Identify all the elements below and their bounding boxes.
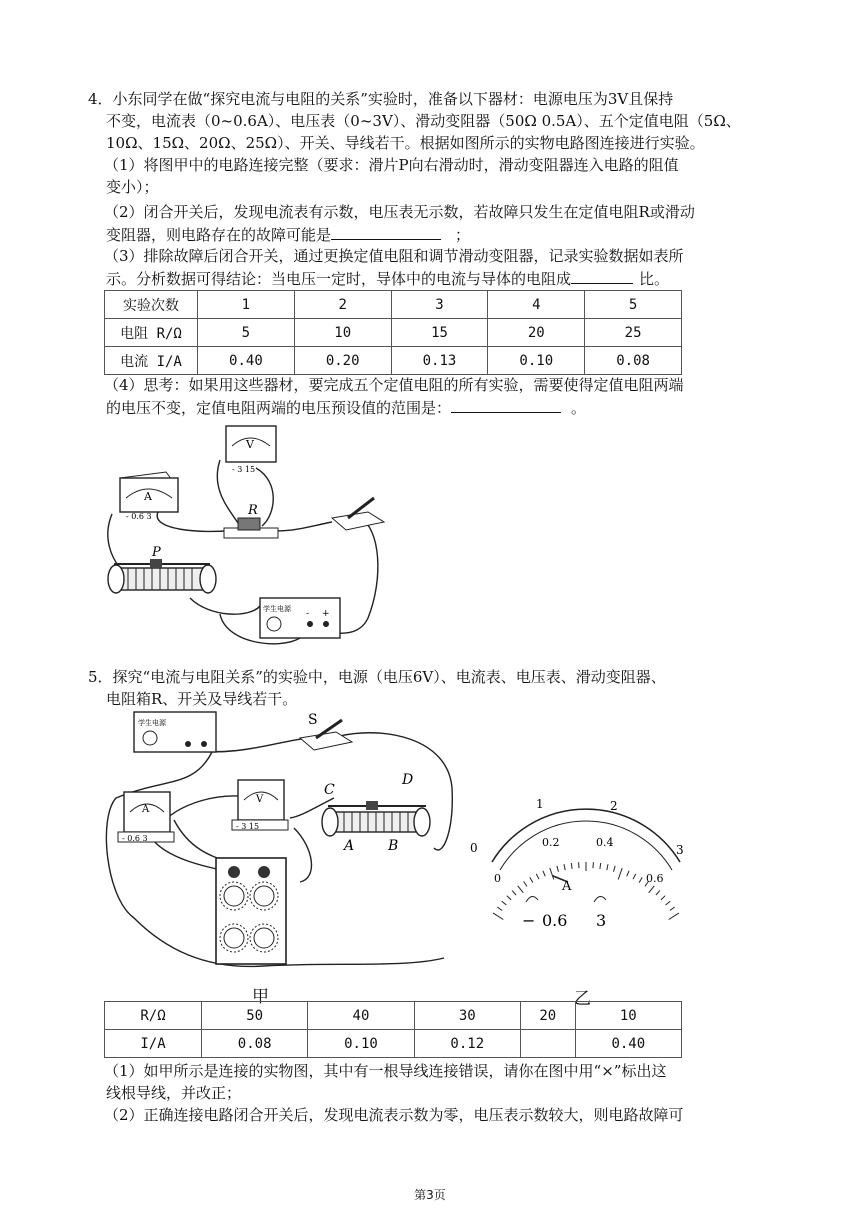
table-cell: 25 [585, 319, 682, 347]
q4-line-9 [106, 267, 806, 290]
q5-ammeter-letter: A [142, 804, 150, 815]
dial-terminal-06: 0.6 [542, 911, 568, 930]
dial-terminal-minus: − [522, 911, 536, 930]
q5-circuit-figure [104, 708, 460, 980]
resistor-icon [224, 503, 278, 538]
answer-blank[interactable] [571, 267, 633, 284]
table-cell: 0.13 [391, 347, 488, 375]
q5-voltmeter-terminals: - 3 15 [236, 822, 260, 831]
table-row [105, 1030, 682, 1058]
rheostat-label-c: C [324, 782, 335, 798]
dial-tick [512, 891, 516, 895]
q5-voltmeter-letter: V [256, 794, 264, 805]
table-cell: I/A [105, 1030, 202, 1058]
switch-label: S [308, 712, 318, 728]
table-cell: 0.08 [585, 347, 682, 375]
table-cell: 2 [294, 291, 391, 319]
table-cell: 0.08 [202, 1030, 308, 1058]
power-minus: - [306, 609, 310, 619]
q4-line-5: 变小）； [106, 178, 159, 196]
q4-line-2: 不变，电流表（0~0.6A）、电压表（0~3V）、滑动变阻器（50Ω 0.5A）、五个定值电阻（5Ω、 [106, 112, 741, 130]
resistor-label: R [248, 503, 258, 518]
table-cell: 20 [520, 1002, 575, 1030]
table-cell: 电流 I/A [105, 347, 198, 375]
table-cell: 0.20 [294, 347, 391, 375]
q4-line-7-text: 变阻器，则电路存在的故障可能是 [106, 226, 332, 244]
dial-tick [639, 877, 642, 882]
q5-power-label: 学生电源 [138, 719, 166, 727]
q5-line-2: 电阻箱R、开关及导线若干。 [106, 690, 298, 708]
q5-data-table [104, 1001, 682, 1058]
caption-jia: 甲 [252, 987, 269, 1006]
dial-tick [614, 866, 616, 872]
dial-tick [507, 896, 511, 900]
q4-line-6: （2）闭合开关后，发现电流表有示数，电压表无示数，若故障只发生在定值电阻R或滑动 [104, 203, 695, 221]
dial-tick [518, 886, 524, 893]
dial-outer-0: 0 [470, 841, 478, 855]
dial-tick [536, 874, 539, 879]
table-cell: 电阻 R/Ω [105, 319, 198, 347]
dial-tick [649, 886, 655, 893]
table-cell: 0.40 [575, 1030, 681, 1058]
dial-tick [666, 901, 671, 905]
q4-line-8: （3）排除故障后闭合开关，通过更换定值电阻和调节滑动变阻器，记录实验数据如表所 [104, 247, 684, 265]
dial-tick [600, 863, 601, 869]
table-cell: 0.10 [308, 1030, 414, 1058]
table-cell: 0.40 [198, 347, 295, 375]
q4-line-9-text: 示。分析数据可得结论：当电压一定时，导体中的电流与导体的电阻成 [106, 270, 572, 288]
q4-after-blank-3: 比。 [639, 270, 670, 288]
dial-outer-3: 3 [676, 843, 684, 857]
q5-ammeter-terminals: - 0.6 3 [122, 834, 148, 843]
rheostat-label-b: B [388, 838, 399, 854]
table-cell: 40 [308, 1002, 414, 1030]
resistance-box-icon [216, 858, 286, 964]
q4-circuit-figure [100, 418, 390, 658]
table-cell: 5 [585, 291, 682, 319]
dial-tick [661, 896, 665, 900]
dial-tick [497, 907, 502, 911]
q4-line-10: （4）思考：如果用这些器材，要完成五个定值电阻的所有实验，需要使得定值电阻两端 [104, 376, 684, 394]
power-label: 学生电源 [263, 605, 291, 613]
q5-line-5: （2）正确连接电路闭合开关后，发现电流表示数为零，电压表示数较大，则电路故障可 [104, 1106, 684, 1124]
ammeter-terminals: - 0.6 3 [126, 512, 152, 521]
q4-line-11-text: 的电压不变，定值电阻两端的电压预设值的范围是： [106, 399, 452, 417]
switch-icon [332, 498, 384, 530]
voltmeter-letter: V [246, 438, 254, 451]
table-cell: R/Ω [105, 1002, 202, 1030]
dial-tick [607, 864, 608, 870]
table-cell: 4 [488, 291, 585, 319]
table-cell: 5 [198, 319, 295, 347]
rheostat-label-d: D [402, 772, 414, 788]
dial-inner-3: 0.6 [646, 872, 664, 885]
q4-line-1: 4．小东同学在做“探究电流与电阻的关系”实验时，准备以下器材：电源电压为3V且保持 [88, 90, 674, 108]
rheostat-icon [108, 545, 216, 593]
dial-tick [550, 868, 554, 879]
dial-unit: A [562, 879, 572, 894]
q4-line-7 [106, 223, 806, 246]
dial-inner-2: 0.4 [596, 836, 614, 849]
answer-blank[interactable] [331, 223, 441, 240]
dial-tick [493, 913, 503, 919]
dial-outer-2: 2 [610, 799, 618, 813]
dial-tick [502, 901, 507, 905]
q4-after-blank-4: 。 [571, 399, 587, 417]
dial-tick [670, 907, 675, 911]
q5-line-4: 线根导线，并改正； [106, 1084, 242, 1102]
table-cell: 1 [198, 291, 295, 319]
table-cell: 实验次数 [105, 291, 198, 319]
q4-line-3: 10Ω、15Ω、20Ω、25Ω）、开关、导线若干。根据如图所示的实物电路图连接进行实验。 [106, 134, 705, 152]
dial-tick [524, 881, 527, 886]
rheostat-label-a: A [344, 838, 355, 854]
q4-data-table [104, 290, 682, 375]
table-cell [520, 1030, 575, 1058]
table-cell: 0.10 [488, 347, 585, 375]
answer-blank[interactable] [451, 396, 561, 413]
table-cell: 10 [294, 319, 391, 347]
table-cell[interactable]: 0.12 [414, 1030, 520, 1058]
power-plus: + [322, 609, 330, 619]
ammeter-dial-figure [470, 790, 700, 940]
table-cell: 50 [202, 1002, 308, 1030]
table-cell: 30 [414, 1002, 520, 1030]
table-row [105, 347, 682, 375]
q5-line-1: 5．探究“电流与电阻关系”的实验中，电源（电压6V）、电流表、电压表、滑动变阻器、 [88, 668, 666, 686]
dial-tick [557, 866, 559, 872]
table-cell: 3 [391, 291, 488, 319]
dial-tick [543, 871, 545, 877]
voltmeter-terminals: - 3 15 [232, 465, 256, 474]
dial-tick [656, 891, 660, 895]
q4-line-11 [106, 396, 806, 419]
voltmeter-icon [226, 426, 276, 474]
table-row [105, 291, 682, 319]
dial-outer-1: 1 [536, 797, 544, 811]
dial-tick [564, 864, 565, 870]
table-cell: 10 [575, 1002, 681, 1030]
dial-tick [633, 874, 636, 879]
power-supply-icon [134, 712, 216, 752]
dial-tick [669, 913, 679, 919]
dial-tick [618, 868, 622, 879]
page-number: 第3页 [414, 1188, 446, 1202]
table-row [105, 319, 682, 347]
q4-line-4: （1）将图甲中的电路连接完整（要求：滑片P向右滑动时，滑动变阻器连入电路的阻值 [104, 156, 679, 174]
switch-icon [300, 712, 352, 750]
ammeter-letter: A [144, 490, 152, 503]
dial-tick [571, 863, 572, 869]
voltmeter-icon [232, 780, 288, 831]
dial-inner-0: 0 [494, 872, 501, 885]
caption-yi: 乙 [574, 989, 591, 1008]
table-cell: 15 [391, 319, 488, 347]
dial-inner-1: 0.2 [542, 836, 560, 849]
dial-tick [627, 871, 629, 877]
q5-line-3: （1）如甲所示是连接的实物图，其中有一根导线连接错误，请你在图中用“×”标出这 [104, 1062, 667, 1080]
rheostat-icon [322, 772, 430, 854]
table-row [105, 1002, 682, 1030]
ammeter-icon [118, 792, 174, 843]
table-cell: 20 [488, 319, 585, 347]
slider-label: P [152, 545, 161, 560]
ammeter-icon [120, 472, 178, 521]
dial-tick [530, 877, 533, 882]
q4-after-blank-2: ； [455, 226, 471, 244]
power-supply-icon [260, 598, 340, 638]
dial-terminal-3: 3 [596, 911, 607, 930]
